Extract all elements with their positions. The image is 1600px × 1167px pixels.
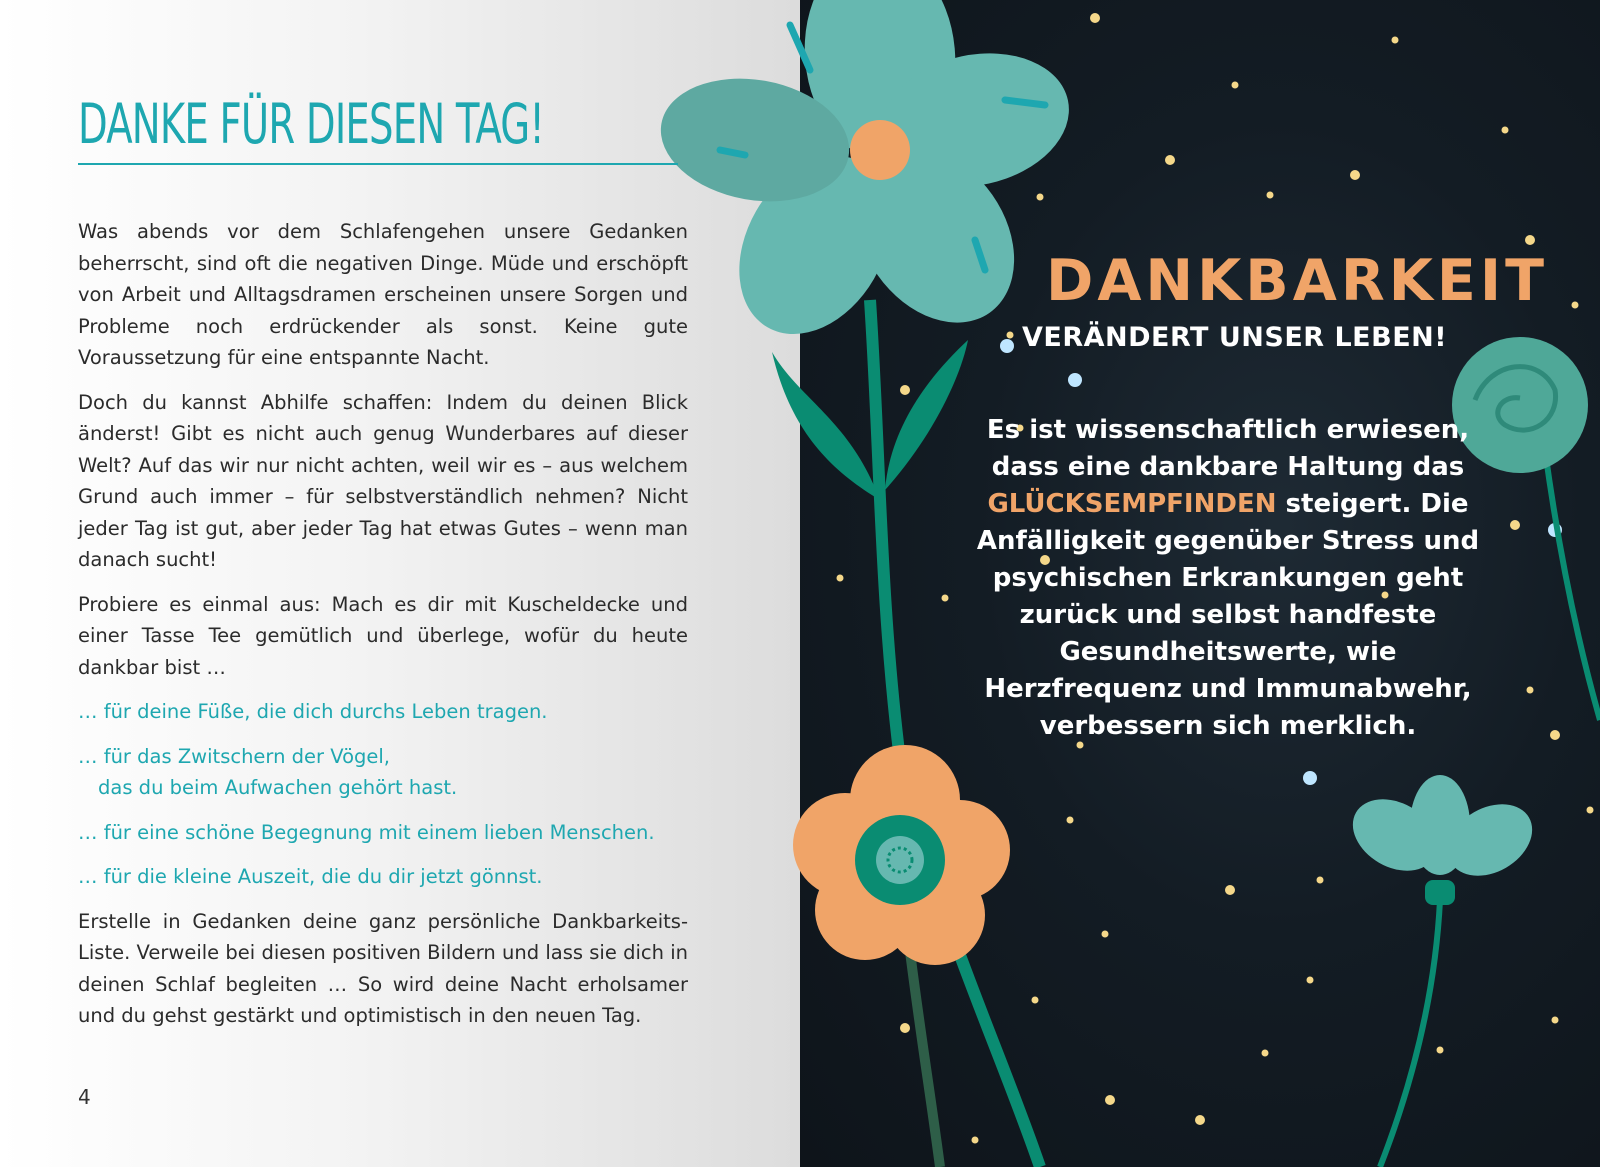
star: [1552, 1017, 1559, 1024]
star: [1572, 302, 1579, 309]
paragraph: Probiere es einmal aus: Mach es dir mit Kuscheldecke und einer Tasse Tee gemütlich und überlege, wofür du heute dankbar bist …: [78, 592, 688, 679]
body-text-end: steigert. Die Anfälligkeit gegenüber Stress und psychischen Erkrankungen geht zurück und selbst handfeste Gesundheitswerte, wie Herzfrequenz und Immunabwehr, verbessern sich merklich.: [976, 489, 1480, 741]
star: [972, 1137, 979, 1144]
dankbarkeit-body: [968, 412, 1488, 745]
gratitude-item-line: das du beim Aufwachen gehört hast.: [98, 776, 458, 799]
star: [1067, 817, 1074, 824]
star: [1232, 82, 1239, 89]
star: [1032, 997, 1039, 1004]
page-number: 4: [78, 1085, 91, 1109]
star: [1262, 1050, 1269, 1057]
star: [1587, 807, 1594, 814]
star: [1550, 730, 1560, 740]
small-teal-flower: [1340, 775, 1545, 905]
gratitude-item: … für die kleine Auszeit, die du dir jetzt gönnst.: [78, 865, 543, 888]
gratitude-item: … für eine schöne Begegnung mit einem lieben Menschen.: [78, 820, 655, 844]
star: [1317, 877, 1324, 884]
star: [900, 1023, 910, 1033]
star: [1165, 155, 1175, 165]
highlight-word: GLÜCKSEMPFINDEN: [987, 489, 1277, 519]
star: [1037, 194, 1044, 201]
rose-stem: [1545, 450, 1600, 720]
star: [1527, 687, 1534, 694]
star: [1510, 520, 1520, 530]
gratitude-item: [78, 741, 688, 804]
dankbarkeit-title: DANKBARKEIT: [1046, 248, 1548, 314]
star: [1007, 332, 1014, 339]
star: [1102, 931, 1109, 938]
glow-star: [1068, 373, 1082, 387]
star: [1350, 170, 1360, 180]
left-leaf: [772, 352, 880, 500]
right-leaf: [885, 340, 968, 490]
paragraph: Doch du kannst Abhilfe schaffen: Indem du deinen Blick änderst! Gibt es nicht auch genug Wunderbares auf dieser Welt? Auf das wir nur nicht achten, weil wir es – aus welchem Grund auch immer – für selbstverständlich nehmen? Nicht jeder Tag ist gut, aber jeder Tag hat etwas Gutes – wenn man danach sucht!: [78, 390, 688, 571]
orange-flower: [793, 745, 1010, 965]
star: [1392, 37, 1399, 44]
star: [1437, 1047, 1444, 1054]
page-heading: DANKE FÜR DIESEN TAG!: [78, 92, 545, 156]
star: [1307, 977, 1314, 984]
star: [1225, 885, 1235, 895]
star: [1090, 13, 1100, 23]
glow-star: [1000, 339, 1014, 353]
star: [1267, 192, 1274, 199]
star: [1525, 235, 1535, 245]
gratitude-item: … für deine Füße, die dich durchs Leben tragen.: [78, 700, 548, 723]
small-flower-stem: [1380, 900, 1440, 1167]
star: [1195, 1115, 1205, 1125]
star: [900, 385, 910, 395]
body-text: [78, 216, 688, 1045]
heading-underline: [78, 163, 678, 165]
star: [837, 575, 844, 582]
star: [1105, 1095, 1115, 1105]
star: [1502, 127, 1509, 134]
glow-star: [1303, 771, 1317, 785]
closing-paragraph: Erstelle in Gedanken deine ganz persönliche Dankbarkeits-Liste. Verweile bei diesen positiven Bildern und lass sie dich in deinen Schlaf begleiten … So wird deine Nacht erholsamer und du gehst gestärkt und optimistisch in den neuen Tag.: [78, 909, 688, 1027]
paragraph: Was abends vor dem Schlafengehen unsere Gedanken beherrscht, sind oft die negativen Dinge. Müde und erschöpft von Arbeit und Alltagsdramen erscheinen unsere Sorgen und Probleme noch erdrückender als sonst. Keine gute Voraussetzung für eine entspannte Nacht.: [78, 220, 688, 369]
gratitude-item-line: … für das Zwitschern der Vögel,: [78, 744, 390, 768]
star: [942, 595, 949, 602]
dankbarkeit-subtitle: VERÄNDERT UNSER LEBEN!: [1022, 322, 1448, 353]
body-text-start: Es ist wissenschaftlich erwiesen, dass eine dankbare Haltung das: [986, 415, 1470, 482]
